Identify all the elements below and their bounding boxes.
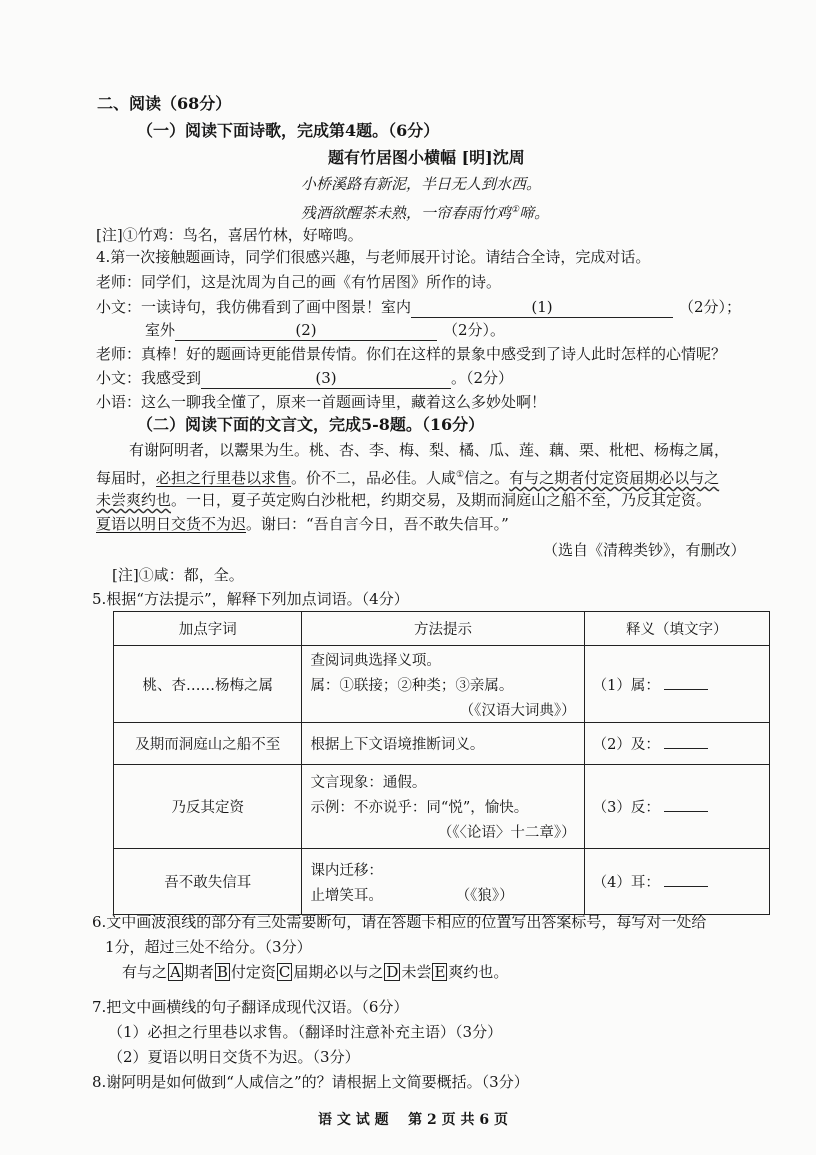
cell-word: 桃、杏……杨梅之属 xyxy=(114,646,302,723)
section-title: 二、阅读（68分） xyxy=(97,94,232,113)
answer-blank[interactable] xyxy=(664,748,708,749)
q4-teacher-2: 老师：真棒！好的题画诗更能借景传情。你们在这样的景象中感受到了诗人此时怎样的心情呢？ xyxy=(96,345,727,363)
poem-note: [注]①竹鸡：鸟名，喜居竹林，好啼鸣。 xyxy=(96,226,363,244)
wavy-segment: 有与之期者付定资届期必以与之 xyxy=(509,469,720,487)
answer-blank[interactable] xyxy=(664,811,708,812)
prose-text: 每届时， xyxy=(96,469,157,487)
q4-xiaowen-1 xyxy=(96,297,741,318)
hint-line-2 xyxy=(310,884,575,905)
underlined-sentence-2: 夏语以明日交货不为迟 xyxy=(96,515,247,533)
break-mark-a: A xyxy=(170,963,181,981)
score-1: （2分）； xyxy=(679,298,742,316)
hint-source: （《狼》） xyxy=(462,887,514,904)
prose-heading: （二）阅读下面的文言文，完成5-8题。（16分） xyxy=(137,415,485,434)
hint-line: 文言现象：通假。 xyxy=(310,775,427,791)
table-header-row xyxy=(114,612,770,646)
table-row xyxy=(114,765,770,849)
prose-line-3 xyxy=(96,490,711,510)
break-mark-c: C xyxy=(278,963,291,981)
answer-blank-2[interactable]: (2) xyxy=(175,320,437,341)
score-2: （2分）。 xyxy=(443,321,506,339)
table-row xyxy=(114,646,770,723)
q6-stem-1: 6.文中画波浪线的部分有三处需要断句，请在答题卡相应的位置写出答案标号，每写对一处给 xyxy=(92,913,707,931)
cell-answer xyxy=(584,723,769,765)
break-mark-e: E xyxy=(434,963,446,981)
segment-text: 有与之 xyxy=(122,963,168,981)
poem-line-2 xyxy=(301,200,549,223)
segment-text: 爽约也。 xyxy=(448,963,509,981)
poem-line-1: 小桥溪路有新泥，半日无人到水西。 xyxy=(301,175,542,193)
poem-line-2-text: 残酒欲醒茶未熟，一帘春雨竹鸡 xyxy=(301,204,512,222)
cell-answer xyxy=(584,646,769,723)
q6-segment-line xyxy=(122,962,508,982)
q7-sentence-1: （1）必担之行里巷以求售。（翻译时注意补充主语）（3分） xyxy=(108,1023,503,1041)
page-footer: 语 文 试 题 第 2 页 共 6 页 xyxy=(318,1112,508,1128)
answer-blank-3[interactable]: (3) xyxy=(201,368,451,389)
q8-stem: 8.谢阿明是如何做到“人咸信之”的？请根据上文简要概括。（3分） xyxy=(92,1073,529,1091)
prose-text: 。价不二，品必佳。人咸 xyxy=(291,469,457,487)
column-header: 释义（填文字） xyxy=(584,612,769,646)
answer-blank-1[interactable]: (1) xyxy=(411,297,673,318)
cell-hint xyxy=(302,646,584,723)
q4-stem: 4.第一次接触题画诗，同学们很感兴趣，与老师展开讨论。请结合全诗，完成对话。 xyxy=(96,248,651,266)
prose-source: （选自《清稗类钞》，有删改） xyxy=(543,541,746,559)
poem-title: 题有竹居图小横幅 [明]沈周 xyxy=(328,148,525,167)
prose-text: 。一日，夏子英定购白沙枇杷，约期交易，及期而洞庭山之船不至，乃反其定资。 xyxy=(171,491,712,509)
outdoor-label: 室外 xyxy=(145,321,176,339)
cell-answer xyxy=(584,765,769,849)
q4-xiaowen-1-text: 小文：一读诗句，我仿佛看到了画中图景！室内 xyxy=(96,298,412,316)
cell-hint xyxy=(302,765,584,849)
cell-word: 吾不敢失信耳 xyxy=(114,849,302,915)
break-mark-b: B xyxy=(216,963,228,981)
underlined-sentence-1: 必担之行里巷以求售 xyxy=(156,469,292,487)
hint-source: （《〈论语〉十二章》） xyxy=(437,825,576,841)
table-row xyxy=(114,849,770,915)
prose-text: 。谢曰：“吾自言今日，吾不敢失信耳。” xyxy=(246,515,509,533)
cell-word: 及期而洞庭山之船不至 xyxy=(114,723,302,765)
answer-label: （4）耳： xyxy=(592,875,660,891)
q7-stem: 7.把文中画横线的句子翻译成现代汉语。（6分） xyxy=(92,998,409,1016)
q4-outdoor xyxy=(145,320,505,341)
prose-note: [注]①咸：都，全。 xyxy=(112,566,244,584)
poem-heading: （一）阅读下面诗歌，完成第4题。（6分） xyxy=(137,121,440,140)
segment-text: 期者 xyxy=(183,963,214,981)
footnote-marker: ① xyxy=(511,205,520,215)
segment-text: 未尝 xyxy=(401,963,432,981)
column-header: 方法提示 xyxy=(302,612,584,646)
q7-sentence-2: （2）夏语以明日交货不为迟。（3分） xyxy=(108,1048,360,1066)
prose-line-2 xyxy=(96,465,719,488)
score-3: 。（2分） xyxy=(451,369,514,387)
cell-hint xyxy=(302,849,584,915)
hint-line: 课内迁移： xyxy=(310,862,383,879)
cell-hint: 根据上下文语境推断词义。 xyxy=(302,723,584,765)
answer-blank[interactable] xyxy=(664,886,708,887)
hint-line: 查阅词典选择义项。 xyxy=(310,652,441,669)
q6-stem-2: 1分，超过三处不给分。（3分） xyxy=(105,938,312,956)
segment-text: 付定资 xyxy=(230,963,276,981)
answer-label: （1）属： xyxy=(592,677,660,694)
footnote-marker: ① xyxy=(456,470,465,480)
segment-text: 届期必以与之 xyxy=(293,963,384,981)
prose-line-4 xyxy=(96,514,509,534)
cell-word: 乃反其定资 xyxy=(114,765,302,849)
hint-line: 示例：不亦说乎：同“悦”，愉快。 xyxy=(310,800,529,816)
prose-line-1: 有谢阿明者，以鬻果为生。桃、杏、李、梅、梨、橘、瓜、莲、藕、栗、枇杷、杨梅之属， xyxy=(129,441,730,459)
q4-xiaowen-2-text: 小文：我感受到 xyxy=(96,369,202,387)
hint-source: （《汉语大词典》） xyxy=(459,702,576,719)
break-mark-d: D xyxy=(386,963,399,981)
answer-blank[interactable] xyxy=(664,689,708,690)
q4-teacher-1: 老师：同学们，这是沈周为自己的画《有竹居图》所作的诗。 xyxy=(96,273,502,291)
prose-text: 信之。 xyxy=(464,469,510,487)
hint-example: 止增笑耳。 xyxy=(310,887,383,904)
q5-table xyxy=(113,611,770,915)
answer-label: （3）反： xyxy=(592,800,660,816)
wavy-segment-end: 未尝爽约也 xyxy=(96,491,172,509)
hint-line: 属：①联接；②种类；③亲属。 xyxy=(310,677,514,694)
table-row xyxy=(114,723,770,765)
q4-xiaowen-2 xyxy=(96,368,513,389)
answer-label: （2）及： xyxy=(592,737,660,753)
column-header: 加点字词 xyxy=(114,612,302,646)
q5-stem: 5.根据“方法提示”，解释下列加点词语。（4分） xyxy=(92,590,409,608)
poem-line-2-end: 啼。 xyxy=(519,204,550,222)
cell-answer xyxy=(584,849,769,915)
q4-xiaoyu: 小语：这么一聊我全懂了，原来一首题画诗里，藏着这么多妙处啊！ xyxy=(96,393,547,411)
